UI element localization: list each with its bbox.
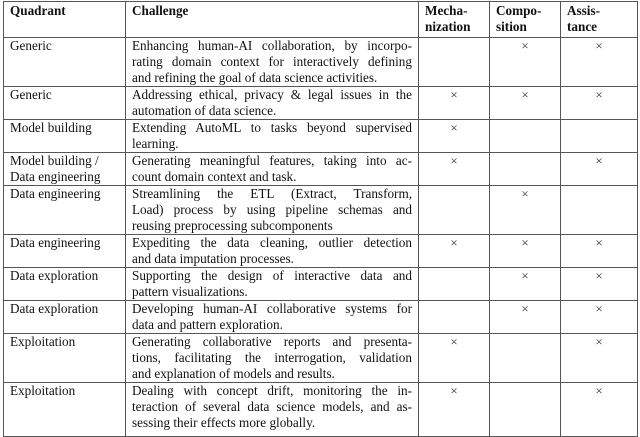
challenge-cell: Generating collaborative reports and presenta- tions, facilitating the interrogation, validation and explanation of models and results.	[126, 334, 419, 383]
mechanization-cell	[419, 38, 490, 87]
cross-mark-icon: ×	[450, 235, 458, 250]
quadrant-cell: Model building	[4, 120, 126, 153]
assistance-cell	[561, 38, 638, 87]
cross-mark-icon: ×	[595, 383, 603, 398]
quadrant-cell: Generic	[4, 38, 126, 87]
challenges-table	[3, 1, 638, 437]
mechanization-cell	[419, 383, 490, 437]
challenge-cell: Addressing ethical, privacy & legal issues in the automation of data science.	[126, 87, 419, 120]
composition-cell	[490, 153, 561, 186]
table-row	[4, 301, 638, 334]
quadrant-cell: Exploitation	[4, 383, 126, 437]
quadrant-cell: Exploitation	[4, 334, 126, 383]
assistance-cell	[561, 87, 638, 120]
composition-cell	[490, 120, 561, 153]
assistance-cell	[561, 235, 638, 268]
quadrant-cell: Data exploration	[4, 268, 126, 301]
cross-mark-icon: ×	[595, 334, 603, 349]
cross-mark-icon: ×	[595, 268, 603, 283]
table-row	[4, 334, 638, 383]
cross-mark-icon: ×	[450, 153, 458, 168]
quadrant-cell: Data engineering	[4, 235, 126, 268]
quadrant-cell: Data exploration	[4, 301, 126, 334]
composition-cell	[490, 38, 561, 87]
table-row	[4, 120, 638, 153]
assistance-cell	[561, 334, 638, 383]
header-composition: Compo- sition	[490, 2, 561, 38]
quadrant-cell: Generic	[4, 87, 126, 120]
cross-mark-icon: ×	[595, 38, 603, 53]
table-row	[4, 186, 638, 235]
header-challenge: Challenge	[126, 2, 419, 38]
composition-cell	[490, 186, 561, 235]
cross-mark-icon: ×	[595, 301, 603, 316]
cross-mark-icon: ×	[521, 235, 529, 250]
table-row	[4, 235, 638, 268]
challenge-cell: Streamlining the ETL (Extract, Transform, Load) process by using pipeline schemas and reusing preprocessing subcomponents	[126, 186, 419, 235]
header-assistance: Assis- tance	[561, 2, 638, 38]
cross-mark-icon: ×	[450, 87, 458, 102]
cross-mark-icon: ×	[450, 334, 458, 349]
cross-mark-icon: ×	[595, 153, 603, 168]
challenge-cell: Extending AutoML to tasks beyond supervised learning.	[126, 120, 419, 153]
cross-mark-icon: ×	[595, 87, 603, 102]
composition-cell	[490, 334, 561, 383]
cross-mark-icon: ×	[521, 38, 529, 53]
mechanization-cell	[419, 235, 490, 268]
cross-mark-icon: ×	[521, 87, 529, 102]
challenge-cell: Developing human-AI collaborative systems for data and pattern exploration.	[126, 301, 419, 334]
mechanization-cell	[419, 186, 490, 235]
table-row	[4, 383, 638, 437]
cross-mark-icon: ×	[521, 301, 529, 316]
cross-mark-icon: ×	[595, 235, 603, 250]
assistance-cell	[561, 153, 638, 186]
cross-mark-icon: ×	[450, 120, 458, 135]
table-row	[4, 87, 638, 120]
cross-mark-icon: ×	[521, 186, 529, 201]
mechanization-cell	[419, 87, 490, 120]
mechanization-cell	[419, 120, 490, 153]
quadrant-cell: Data engineering	[4, 186, 126, 235]
challenge-cell: Expediting the data cleaning, outlier detection and data imputation processes.	[126, 235, 419, 268]
mechanization-cell	[419, 301, 490, 334]
header-mechanization: Mecha- nization	[419, 2, 490, 38]
assistance-cell	[561, 301, 638, 334]
challenge-cell: Dealing with concept drift, monitoring the in- teraction of several data science models, and as- sessing their effects more globally.	[126, 383, 419, 437]
composition-cell	[490, 268, 561, 301]
challenge-cell: Enhancing human-AI collaboration, by incorpo- rating domain context for interactively defining and refining the goal of data science activities.	[126, 38, 419, 87]
assistance-cell	[561, 186, 638, 235]
cross-mark-icon: ×	[521, 268, 529, 283]
mechanization-cell	[419, 268, 490, 301]
table-row	[4, 38, 638, 87]
composition-cell	[490, 383, 561, 437]
composition-cell	[490, 235, 561, 268]
mechanization-cell	[419, 334, 490, 383]
quadrant-cell: Model building / Data engineering	[4, 153, 126, 186]
header-quadrant: Quadrant	[4, 2, 126, 38]
challenge-cell: Supporting the design of interactive data and pattern visualizations.	[126, 268, 419, 301]
composition-cell	[490, 87, 561, 120]
table-row	[4, 268, 638, 301]
challenge-cell: Generating meaningful features, taking into ac- count domain context and task.	[126, 153, 419, 186]
mechanization-cell	[419, 153, 490, 186]
header-row	[4, 2, 638, 38]
assistance-cell	[561, 268, 638, 301]
assistance-cell	[561, 120, 638, 153]
assistance-cell	[561, 383, 638, 437]
table-row	[4, 153, 638, 186]
composition-cell	[490, 301, 561, 334]
cross-mark-icon: ×	[450, 383, 458, 398]
